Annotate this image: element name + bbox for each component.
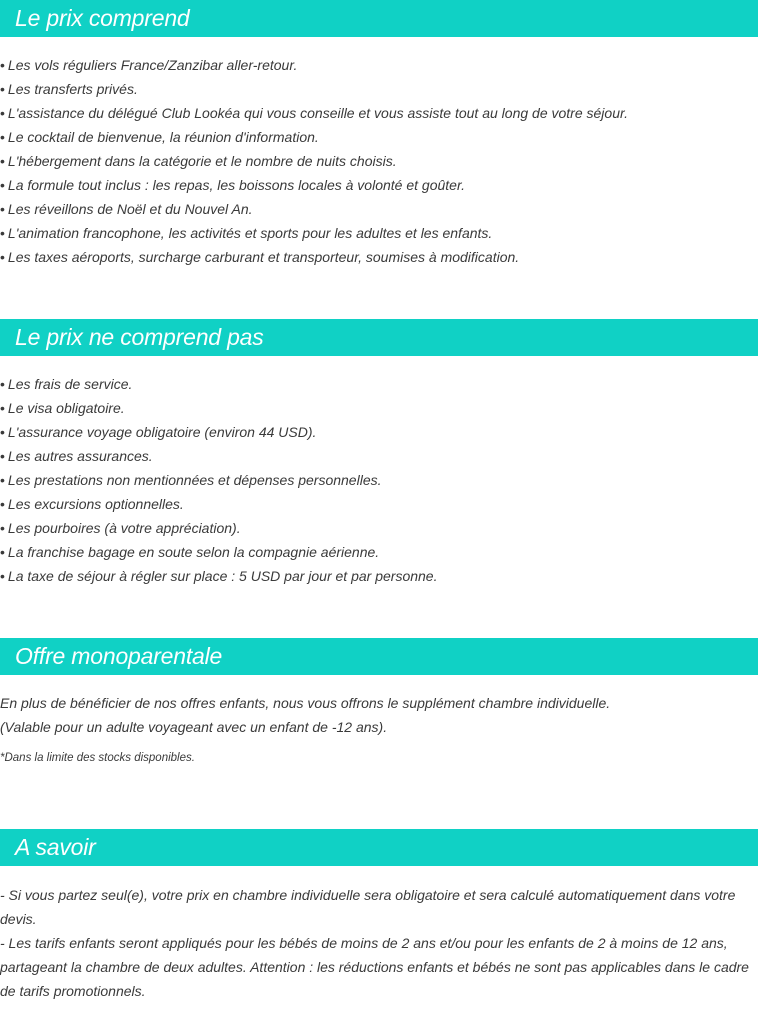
bullet-icon: • [0, 568, 5, 584]
bullet-icon: • [0, 376, 5, 392]
offer-text [0, 691, 758, 739]
list-item: • Les excursions optionnelles. [0, 496, 184, 512]
list-item: • L'assurance voyage obligatoire (environ 44 USD). [0, 424, 317, 440]
list-item: • La taxe de séjour à régler sur place : 5 USD par jour et par personne. [0, 568, 438, 584]
bullet-icon: • [0, 57, 5, 73]
list-item: • L'animation francophone, les activités et sports pour les adultes et les enfants. [0, 225, 493, 241]
bullet-icon: • [0, 472, 5, 488]
info-text [0, 883, 752, 1003]
info-paragraph: - Les tarifs enfants seront appliqués pour les bébés de moins de 2 ans et/ou pour les enfants de 2 à moins de 12 ans, partageant la chambre de deux adultes. Attention : les réductions enfants et bébés ne sont pas applicables dans le cadre de tarifs promotionnels. [0, 935, 749, 999]
section-prix-comprend [0, 0, 758, 269]
bullet-icon: • [0, 400, 5, 416]
list-item: • Les vols réguliers France/Zanzibar aller-retour. [0, 57, 298, 73]
bullet-icon: • [0, 153, 5, 169]
section-title: Le prix comprend [0, 0, 758, 37]
bullet-icon: • [0, 424, 5, 440]
list-item: • La formule tout inclus : les repas, les boissons locales à volonté et goûter. [0, 177, 465, 193]
section-prix-ne-comprend-pas [0, 319, 758, 588]
bullet-icon: • [0, 225, 5, 241]
bullet-icon: • [0, 520, 5, 536]
bullet-icon: • [0, 249, 5, 265]
offer-footnote: *Dans la limite des stocks disponibles. [0, 752, 195, 764]
section-title: Offre monoparentale [0, 638, 758, 675]
bullet-icon: • [0, 496, 5, 512]
bullet-icon: • [0, 177, 5, 193]
section-title: Le prix ne comprend pas [0, 319, 758, 356]
bullet-icon: • [0, 129, 5, 145]
section-offre-monoparentale [0, 638, 758, 766]
list-item: • Les réveillons de Noël et du Nouvel An. [0, 201, 253, 217]
bullet-icon: • [0, 448, 5, 464]
bullet-icon: • [0, 81, 5, 97]
bullet-icon: • [0, 201, 5, 217]
section-a-savoir [0, 829, 758, 1003]
list-item: • Les autres assurances. [0, 448, 153, 464]
bullet-icon: • [0, 105, 5, 121]
section-title: A savoir [0, 829, 758, 866]
list-item: • Les frais de service. [0, 376, 133, 392]
list-item: • L'assistance du délégué Club Lookéa qui vous conseille et vous assiste tout au long de votre séjour. [0, 105, 629, 121]
list-item: • Les transferts privés. [0, 81, 138, 97]
list-item: • Le cocktail de bienvenue, la réunion d'information. [0, 129, 319, 145]
list-item: • La franchise bagage en soute selon la compagnie aérienne. [0, 544, 380, 560]
included-list [0, 53, 758, 269]
offer-line: (Valable pour un adulte voyageant avec un enfant de -12 ans). [0, 719, 388, 735]
list-item: • Les taxes aéroports, surcharge carburant et transporteur, soumises à modification. [0, 249, 520, 265]
list-item: • Le visa obligatoire. [0, 400, 125, 416]
excluded-list [0, 372, 758, 588]
info-paragraph: - Si vous partez seul(e), votre prix en chambre individuelle sera obligatoire et sera calculé automatiquement dans votre devis. [0, 887, 736, 927]
list-item: • L'hébergement dans la catégorie et le nombre de nuits choisis. [0, 153, 397, 169]
offer-line: En plus de bénéficier de nos offres enfants, nous vous offrons le supplément chambre individuelle. [0, 695, 611, 711]
bullet-icon: • [0, 544, 5, 560]
list-item: • Les prestations non mentionnées et dépenses personnelles. [0, 472, 382, 488]
list-item: • Les pourboires (à votre appréciation). [0, 520, 241, 536]
